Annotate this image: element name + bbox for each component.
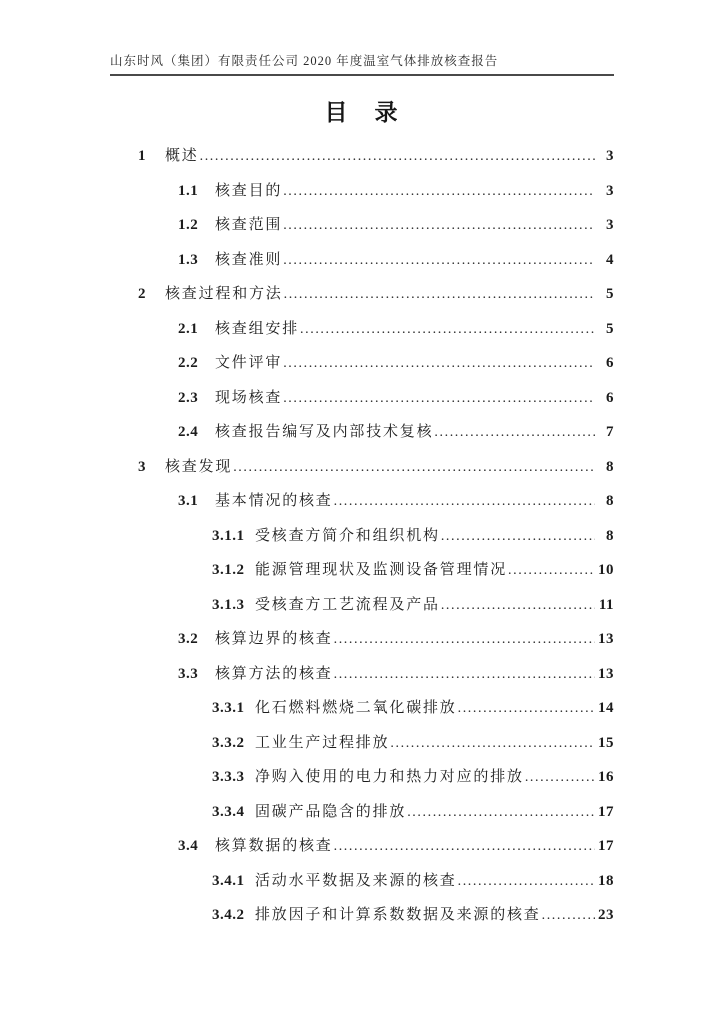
- toc-entry-page: 13: [598, 631, 614, 647]
- toc-dot-leader: [300, 312, 595, 348]
- toc-dot-leader: [542, 898, 595, 934]
- toc-entry-number: 3.4: [178, 838, 199, 854]
- toc-dot-leader: [407, 795, 595, 831]
- toc-entry: [110, 795, 614, 830]
- toc-entry: [110, 312, 614, 347]
- toc-entry-page: 8: [606, 458, 614, 475]
- toc-dot-leader: [284, 277, 595, 313]
- toc-entry-number: 1: [138, 148, 146, 164]
- toc-entry-label: 核查范围: [215, 217, 283, 233]
- toc-entry: [110, 829, 614, 864]
- toc-dot-leader: [233, 450, 595, 486]
- toc-dot-leader: [334, 484, 595, 520]
- toc-entry-page: 17: [598, 838, 614, 854]
- toc-dot-leader: [441, 519, 595, 555]
- toc-entry-number: 3.1: [178, 493, 199, 509]
- toc-entry-label: 工业生产过程排放: [255, 734, 390, 751]
- toc-entry-page: 8: [606, 493, 614, 509]
- toc-dot-leader: [200, 139, 595, 175]
- toc-dot-leader: [434, 415, 595, 451]
- toc-entry-page: 7: [606, 424, 614, 440]
- toc-entry-number: 3.3.3: [212, 769, 245, 785]
- toc-entry-page: 3: [606, 217, 614, 233]
- toc-dot-leader: [283, 208, 595, 244]
- toc-entry-number: 3: [138, 458, 146, 475]
- toc-entry-number: 3.4.1: [212, 872, 245, 889]
- toc-entry: [110, 243, 614, 278]
- toc-entry-number: 2: [138, 286, 146, 302]
- toc-entry-number: 3.3.4: [212, 803, 245, 820]
- toc-dot-leader: [525, 760, 595, 796]
- toc-entry-page: 10: [598, 562, 614, 578]
- toc-entry-page: 11: [598, 596, 614, 613]
- toc-dot-leader: [283, 243, 595, 279]
- toc-entry-label: 现场核查: [215, 389, 283, 406]
- toc-dot-leader: [458, 691, 595, 727]
- toc-entry-label: 基本情况的核查: [215, 493, 333, 509]
- toc-entry-number: 3.1.3: [212, 596, 245, 613]
- toc-entry-number: 3.4.2: [212, 907, 245, 923]
- toc-entry-page: 17: [598, 803, 614, 820]
- toc-entry: [110, 760, 614, 795]
- toc-entry-page: 8: [606, 527, 614, 544]
- toc-entry-number: 3.3.1: [212, 700, 245, 716]
- toc-entry-number: 1.1: [178, 182, 199, 199]
- toc-entry-page: 18: [598, 872, 614, 889]
- toc-entry-number: 2.2: [178, 355, 199, 371]
- toc-entry-page: 16: [598, 769, 614, 785]
- toc-entry-number: 3.1.1: [212, 527, 245, 544]
- toc-entry: [110, 588, 614, 623]
- toc-entry-label: 核查发现: [165, 458, 233, 475]
- toc-entry-number: 3.1.2: [212, 562, 245, 578]
- toc-entry-label: 化石燃料燃烧二氧化碳排放: [255, 700, 457, 716]
- toc-entry-page: 23: [598, 907, 614, 923]
- toc-entry-label: 固碳产品隐含的排放: [255, 803, 407, 820]
- toc-entry-page: 3: [606, 182, 614, 199]
- toc-entry-number: 3.2: [178, 631, 199, 647]
- toc-dot-leader: [334, 657, 595, 693]
- toc-entry-number: 1.3: [178, 251, 199, 268]
- toc-entry: [110, 415, 614, 450]
- toc-entry-label: 排放因子和计算系数数据及来源的核查: [255, 907, 541, 923]
- toc-entry: [110, 381, 614, 416]
- toc-dot-leader: [283, 346, 595, 382]
- toc-entry-page: 13: [598, 665, 614, 682]
- toc-entry: [110, 450, 614, 485]
- toc-entry-label: 活动水平数据及来源的核查: [255, 872, 457, 889]
- toc-entry: [110, 174, 614, 209]
- toc-entry-number: 2.3: [178, 389, 199, 406]
- toc-entry-page: 3: [606, 148, 614, 164]
- toc-entry: [110, 208, 614, 243]
- toc-entry-label: 核查组安排: [215, 320, 300, 337]
- toc-title: 目 录: [324, 100, 400, 125]
- toc-dot-leader: [390, 726, 595, 762]
- toc-entry-page: 5: [606, 320, 614, 337]
- toc-dot-leader: [283, 174, 595, 210]
- toc-entry-label: 核查准则: [215, 251, 283, 268]
- toc-dot-leader: [508, 553, 595, 589]
- toc-entry-page: 6: [606, 355, 614, 371]
- toc-list: [110, 139, 614, 933]
- toc-entry: [110, 726, 614, 761]
- toc-entry-number: 1.2: [178, 217, 199, 233]
- toc-dot-leader: [458, 864, 595, 900]
- toc-entry-label: 能源管理现状及监测设备管理情况: [255, 562, 508, 578]
- toc-entry-page: 14: [598, 700, 614, 716]
- toc-entry-label: 受核查方简介和组织机构: [255, 527, 440, 544]
- toc-entry: [110, 553, 614, 588]
- page-header: 山东时风（集团）有限责任公司 2020 年度温室气体排放核查报告: [110, 51, 614, 76]
- toc-dot-leader: [334, 829, 595, 865]
- toc-entry: [110, 657, 614, 692]
- toc-entry-number: 2.1: [178, 320, 199, 337]
- toc-entry-label: 文件评审: [215, 355, 283, 371]
- toc-dot-leader: [283, 381, 595, 417]
- toc-entry-label: 概述: [165, 148, 199, 164]
- toc-entry-label: 净购入使用的电力和热力对应的排放: [255, 769, 524, 785]
- toc-entry: [110, 346, 614, 381]
- toc-entry: [110, 139, 614, 174]
- toc-entry: [110, 691, 614, 726]
- toc-dot-leader: [441, 588, 595, 624]
- toc-entry-page: 5: [606, 286, 614, 302]
- toc-entry-label: 核算方法的核查: [215, 665, 333, 682]
- toc-entry: [110, 864, 614, 899]
- toc-entry: [110, 484, 614, 519]
- toc-entry: [110, 622, 614, 657]
- toc-entry-label: 核算数据的核查: [215, 838, 333, 854]
- toc-entry-number: 3.3: [178, 665, 199, 682]
- toc-entry-label: 受核查方工艺流程及产品: [255, 596, 440, 613]
- toc-entry-label: 核查目的: [215, 182, 283, 199]
- toc-entry-label: 核查报告编写及内部技术复核: [215, 424, 434, 440]
- toc-entry-number: 3.3.2: [212, 734, 245, 751]
- toc-entry: [110, 898, 614, 933]
- toc-entry-label: 核查过程和方法: [165, 286, 283, 302]
- toc-entry-number: 2.4: [178, 424, 199, 440]
- toc-entry-page: 6: [606, 389, 614, 406]
- toc-entry-label: 核算边界的核查: [215, 631, 333, 647]
- toc-dot-leader: [334, 622, 595, 658]
- toc-entry-page: 15: [598, 734, 614, 751]
- toc-entry: [110, 277, 614, 312]
- toc-entry: [110, 519, 614, 554]
- toc-entry-page: 4: [606, 251, 614, 268]
